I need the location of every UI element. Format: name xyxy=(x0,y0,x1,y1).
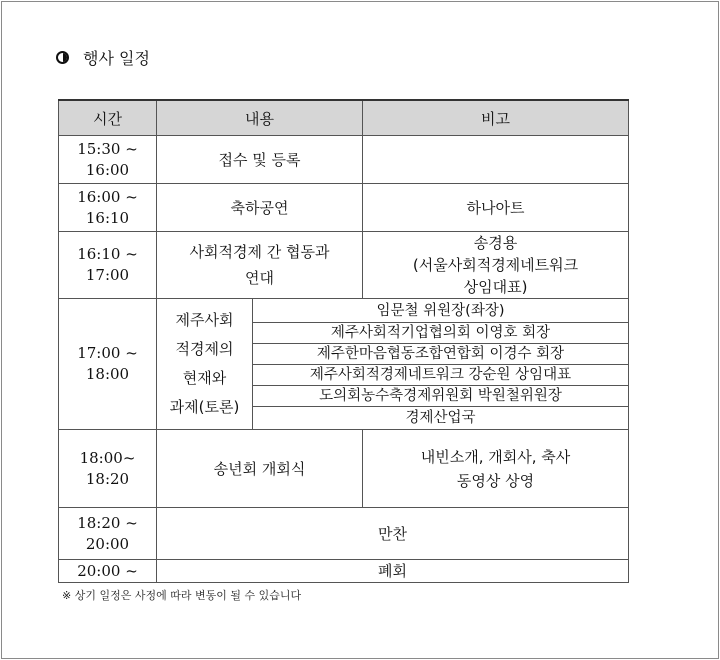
content-cell: 축하공연 xyxy=(157,184,363,232)
note-cell: 내빈소개, 개회사, 축사 동영상 상영 xyxy=(363,430,629,508)
table-row xyxy=(59,508,629,560)
table-row xyxy=(59,184,629,232)
section-heading-text: 행사 일정 xyxy=(83,49,150,68)
header-note: 비고 xyxy=(363,100,629,136)
content-cell: 제주사회 적경제의 현재와 과제(토론) xyxy=(157,299,253,430)
header-row xyxy=(59,100,629,136)
participant-item: 임문철 위원장(좌장) xyxy=(253,299,629,323)
content-cell: 송년회 개회식 xyxy=(157,430,363,508)
content-cell: 폐회 xyxy=(157,560,629,583)
participant-item: 제주한마음협동조합연합회 이경수 회장 xyxy=(253,344,629,365)
half-circle-bullet-icon xyxy=(56,51,69,64)
participant-item: 도의회농수축경제위원회 박원철위원장 xyxy=(253,386,629,407)
time-cell: 20:00 ~ xyxy=(59,560,157,583)
time-cell: 18:00~ 18:20 xyxy=(59,430,157,508)
participant-item: 제주사회적기업협의회 이영호 회장 xyxy=(253,323,629,344)
time-cell: 17:00 ~ 18:00 xyxy=(59,299,157,430)
section-heading xyxy=(56,46,150,69)
time-cell: 16:00 ~ 16:10 xyxy=(59,184,157,232)
note-cell: 하나아트 xyxy=(363,184,629,232)
note-cell: 송경용 (서울사회적경제네트워크 상임대표) xyxy=(363,232,629,299)
content-cell: 접수 및 등록 xyxy=(157,136,363,184)
table-row xyxy=(59,560,629,583)
table-row xyxy=(59,430,629,508)
table-row xyxy=(59,136,629,184)
content-cell: 사회적경제 간 협동과 연대 xyxy=(157,232,363,299)
table-row xyxy=(59,232,629,299)
note-cell xyxy=(363,136,629,184)
footnote: ※ 상기 일정은 사정에 따라 변동이 될 수 있습니다 xyxy=(62,589,302,602)
header-time: 시간 xyxy=(59,100,157,136)
time-cell: 18:20 ~ 20:00 xyxy=(59,508,157,560)
schedule-table xyxy=(58,99,629,583)
participant-item: 제주사회적경제네트워크 강순원 상임대표 xyxy=(253,365,629,386)
table-row xyxy=(59,299,629,323)
time-cell: 15:30 ~ 16:00 xyxy=(59,136,157,184)
header-content: 내용 xyxy=(157,100,363,136)
time-cell: 16:10 ~ 17:00 xyxy=(59,232,157,299)
content-cell: 만찬 xyxy=(157,508,629,560)
participant-item: 경제산업국 xyxy=(253,407,629,430)
